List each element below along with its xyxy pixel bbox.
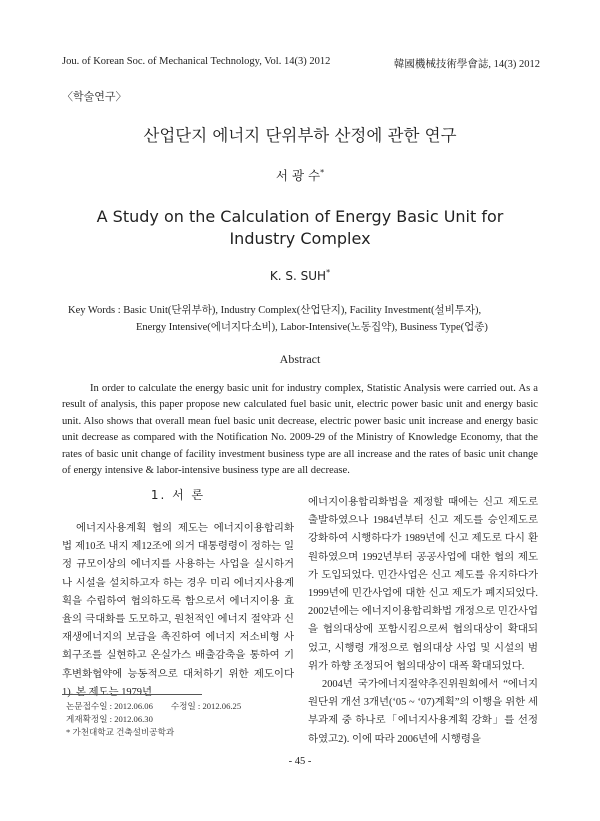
keywords-line2: Energy Intensive(에너지다소비), Labor-Intensive(노동집약), Business Type(업종) <box>136 322 488 333</box>
article-category: 〈학술연구〉 <box>62 90 127 103</box>
author-korean-name: 서 광 수 <box>275 168 321 183</box>
author-korean-mark: * <box>320 167 325 177</box>
page-number: - 45 - <box>288 756 312 767</box>
footnote-dates <box>66 700 241 713</box>
author-english-mark: * <box>326 268 331 277</box>
running-header-journal-korean: 韓國機械技術學會誌, 14(3) 2012 <box>393 59 540 70</box>
title-english <box>0 206 600 250</box>
author-english <box>0 268 600 283</box>
footnote-divider <box>62 694 202 695</box>
date-accepted: 게재확정일 : 2012.06.30 <box>66 714 153 724</box>
title-korean: 산업단지 에너지 단위부하 산정에 관한 연구 <box>143 126 457 145</box>
author-english-name: K. S. SUH <box>269 269 327 283</box>
body-left-column: 에너지사용계획 협의 제도는 에너지이용합리화법 제10조 내지 제12조에 의거 대통령령이 정하는 일정 규모이상의 에너지를 사용하는 사업을 실시하거나 시설을 설치하고자 하는 경우 미리 에너지사용계획을 수립하여 협의하도록 함으로서 에너지이용 효율의 극대화를 도모하고, 원천적인 에너지 절약과 신재생에너지의 보급을 촉진하여 에너지 저소비형 사회구조를 실현하고 온실가스 배출감축을 통하여 기후변화협약에 능동적으로 대처하기 위한 제도이다1). 본 제도는 1979년 <box>62 523 294 698</box>
body-right-paragraph-1: 에너지이용합리화법을 제정할 때에는 신고 제도로 출발하였으나 1984년부터 신고 제도를 승인제도로 강화하여 시행하다가 1989년에 신고 제도로 다시 환원하였으며 1992년부터 공공사업에 대한 협의 제도가 도입되었다. 민간사업은 신고 제도를 유지하다가 1999년에 민간사업에 대한 신고 제도가 폐지되었다. 2002년에는 에너지이용합리화법 개정으로 민간사업을 협의대상에 포함시킴으로써 협의대상이 확대되었고, 시행령 개정으로 협의대상 사업 및 시설의 범위가 하향 조정되어 협의대상이 대폭 확대되었다. <box>308 497 538 672</box>
keywords-line1: Key Words : Basic Unit(단위부하), Industry Complex(산업단지), Facility Investment(설비투자), <box>68 305 482 316</box>
footnote <box>66 700 241 739</box>
body-right-column <box>308 494 538 749</box>
author-affiliation: * 가천대학교 건축설비공학과 <box>66 727 175 737</box>
running-header-journal: Jou. of Korean Soc. of Mechanical Technology, Vol. 14(3) 2012 <box>62 56 331 67</box>
title-english-line2: Industry Complex <box>229 229 371 248</box>
body-right-paragraph-2: 2004년 국가에너지절약추진위원회에서 “에너지 원단위 개선 3개년(‘05 ~ ‘07)계획”의 이행을 위한 세부과제 중 하나로「에너지사용계획 강화」를 선정하였고2). 이에 따라 2006년에 시행령을 <box>308 679 538 745</box>
author-korean <box>0 166 600 184</box>
section-heading: 1. 서 론 <box>150 488 206 502</box>
abstract-heading: Abstract <box>279 352 321 366</box>
abstract-text: In order to calculate the energy basic unit for industry complex, Statistic Analysis were carried out. As a result of analysis, this paper propose new calculated fuel basic unit, electric power basic unit and energy basic unit. Also shows that overall mean fuel basic unit decrease, electric power basic unit increase and energy basic unit decrease as compared with the Notification No. 2009-29 of the Ministry of Knowledge Economy, that the rates of basic unit change of facility investment business type are all increase and the rates of basic unit change of energy intensive & labor-intensive business type are all decrease. <box>62 383 538 477</box>
date-revised: 수정일 : 2012.06.25 <box>170 701 242 711</box>
date-received: 논문접수일 : 2012.06.06 <box>66 701 153 711</box>
keywords <box>68 302 538 336</box>
title-english-line1: A Study on the Calculation of Energy Basic Unit for <box>96 207 504 226</box>
